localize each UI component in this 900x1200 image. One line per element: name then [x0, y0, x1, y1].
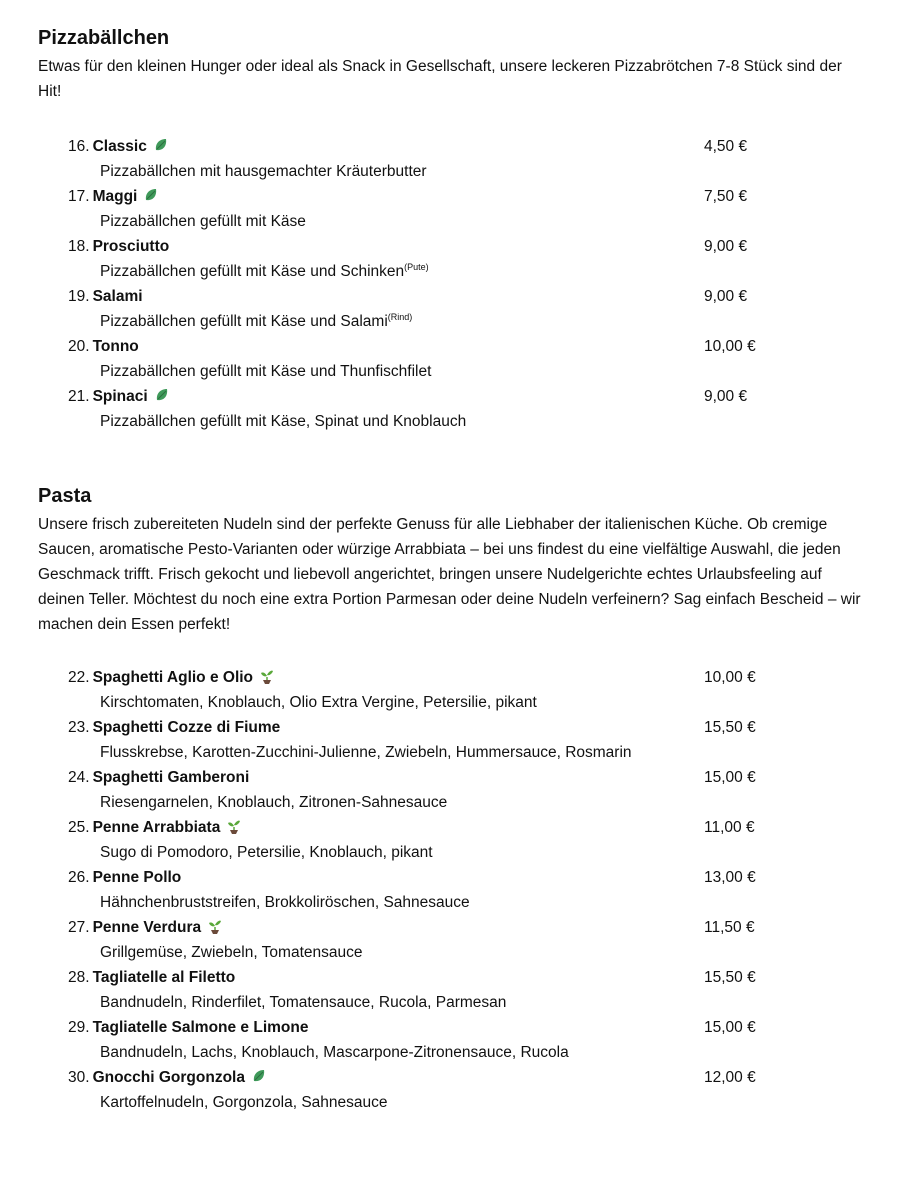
- item-name: Prosciutto: [92, 238, 170, 255]
- item-price: 13,00 €: [704, 869, 756, 886]
- section-pasta: [38, 482, 868, 1115]
- item-description: [68, 990, 868, 1015]
- item-price: 9,00 €: [704, 288, 748, 305]
- vegetarian-leaf-icon: [153, 136, 169, 152]
- item-price: 12,00 €: [704, 1069, 756, 1086]
- item-number: 23.: [68, 719, 90, 736]
- menu-item-header: [68, 134, 868, 159]
- item-description-text: Sugo di Pomodoro, Petersilie, Knoblauch, pikant: [100, 844, 433, 861]
- menu-item-header: [68, 815, 868, 840]
- item-name: Tonno: [92, 338, 139, 355]
- menu-item-header: [68, 1065, 868, 1090]
- item-description-text: Pizzabällchen gefüllt mit Käse und Schinken: [100, 263, 405, 280]
- vegetarian-leaf-icon: [251, 1067, 267, 1083]
- menu-item-header: [68, 384, 868, 409]
- item-description-text: Pizzabällchen gefüllt mit Käse: [100, 213, 306, 230]
- item-price: 15,50 €: [704, 969, 756, 986]
- vegetarian-leaf-icon: [154, 386, 170, 402]
- menu-item-header: [68, 865, 868, 890]
- item-description: [68, 890, 868, 915]
- vegan-sprout-icon: [259, 667, 275, 683]
- item-number: 26.: [68, 869, 90, 886]
- item-description: [68, 740, 868, 765]
- item-description-text: Pizzabällchen gefüllt mit Käse und Salami: [100, 313, 388, 330]
- menu-item-header: [68, 915, 868, 940]
- menu-item-header: [68, 184, 868, 209]
- item-name: Penne Pollo: [92, 869, 182, 886]
- vegan-sprout-icon: [207, 917, 223, 933]
- section-pizzaballchen: [38, 24, 868, 434]
- menu-item-header: [68, 234, 868, 259]
- item-price: 10,00 €: [704, 338, 756, 355]
- item-name: Maggi: [92, 188, 138, 205]
- section-title: Pizzabällchen: [38, 27, 170, 49]
- item-name: Spaghetti Gamberoni: [92, 769, 250, 786]
- item-name: Salami: [92, 288, 143, 305]
- item-description-text: Riesengarnelen, Knoblauch, Zitronen-Sahnesauce: [100, 794, 448, 811]
- item-description-text: Kartoffelnudeln, Gorgonzola, Sahnesauce: [100, 1094, 388, 1111]
- item-description: [68, 790, 868, 815]
- item-price: 15,50 €: [704, 719, 756, 736]
- item-name: Spaghetti Aglio e Olio: [92, 669, 254, 686]
- menu-item: [68, 284, 868, 334]
- item-description-text: Hähnchenbruststreifen, Brokkoliröschen, Sahnesauce: [100, 894, 470, 911]
- item-name: Penne Arrabbiata: [92, 819, 221, 836]
- menu-item-header: [68, 715, 868, 740]
- item-price: 11,50 €: [704, 919, 755, 936]
- menu-item-header: [68, 334, 868, 359]
- menu-item-header: [68, 765, 868, 790]
- section-title: Pasta: [38, 485, 92, 507]
- menu-item: [68, 665, 868, 715]
- item-description: [68, 409, 868, 434]
- menu-item: [68, 765, 868, 815]
- item-name: Spaghetti Cozze di Fiume: [92, 719, 281, 736]
- section-intro: Etwas für den kleinen Hunger oder ideal als Snack in Gesellschaft, unsere leckeren Pizzabrötchen 7-8 Stück sind der Hit!: [38, 58, 842, 100]
- item-number: 21.: [68, 388, 90, 405]
- item-description-text: Flusskrebse, Karotten-Zucchini-Julienne, Zwiebeln, Hummersauce, Rosmarin: [100, 744, 632, 761]
- item-price: 4,50 €: [704, 138, 748, 155]
- item-description: [68, 690, 868, 715]
- item-description: [68, 940, 868, 965]
- item-description: [68, 209, 868, 234]
- item-number: 29.: [68, 1019, 90, 1036]
- item-price: 15,00 €: [704, 1019, 756, 1036]
- menu-item-list: [68, 665, 868, 1115]
- item-description-note: (Rind): [387, 312, 413, 322]
- menu-item: [68, 334, 868, 384]
- item-name: Classic: [92, 138, 147, 155]
- item-name: Tagliatelle Salmone e Limone: [92, 1019, 309, 1036]
- item-number: 24.: [68, 769, 90, 786]
- item-description-text: Kirschtomaten, Knoblauch, Olio Extra Vergine, Petersilie, pikant: [100, 694, 537, 711]
- item-description-text: Pizzabällchen gefüllt mit Käse, Spinat und Knoblauch: [100, 413, 467, 430]
- item-price: 15,00 €: [704, 769, 756, 786]
- item-number: 28.: [68, 969, 90, 986]
- item-description: [68, 359, 868, 384]
- menu-item: [68, 134, 868, 184]
- item-number: 20.: [68, 338, 90, 355]
- menu-item: [68, 815, 868, 865]
- item-price: 7,50 €: [704, 188, 748, 205]
- menu-item-header: [68, 284, 868, 309]
- menu-item: [68, 1015, 868, 1065]
- item-description: [68, 159, 868, 184]
- menu-item: [68, 234, 868, 284]
- item-number: 16.: [68, 138, 90, 155]
- menu-item: [68, 915, 868, 965]
- menu-item-header: [68, 665, 868, 690]
- menu-item: [68, 865, 868, 915]
- item-price: 11,00 €: [704, 819, 755, 836]
- item-description: [68, 1090, 868, 1115]
- item-name: Spinaci: [92, 388, 148, 405]
- item-description: [68, 840, 868, 865]
- item-description: [68, 309, 868, 334]
- menu-item: [68, 965, 868, 1015]
- item-number: 17.: [68, 188, 90, 205]
- menu-item: [68, 184, 868, 234]
- item-name: Penne Verdura: [92, 919, 202, 936]
- menu-item-header: [68, 965, 868, 990]
- item-description-text: Bandnudeln, Lachs, Knoblauch, Mascarpone-Zitronensauce, Rucola: [100, 1044, 569, 1061]
- item-price: 9,00 €: [704, 238, 748, 255]
- item-name: Gnocchi Gorgonzola: [92, 1069, 245, 1086]
- item-number: 19.: [68, 288, 90, 305]
- item-description: [68, 1040, 868, 1065]
- menu-item: [68, 1065, 868, 1115]
- item-description: [68, 259, 868, 284]
- item-price: 9,00 €: [704, 388, 748, 405]
- item-description-text: Pizzabällchen gefüllt mit Käse und Thunfischfilet: [100, 363, 432, 380]
- item-number: 30.: [68, 1069, 90, 1086]
- item-number: 18.: [68, 238, 90, 255]
- vegetarian-leaf-icon: [143, 186, 159, 202]
- section-intro: Unsere frisch zubereiteten Nudeln sind der perfekte Genuss für alle Liebhaber der italienischen Küche. Ob cremige Saucen, aromatische Pesto-Varianten oder würzige Arrabbiata – bei uns findest du eine vielfältige Auswahl, die jeden Geschmack trifft. Frisch gekocht und liebevoll angerichtet, bringen unsere Nudelgerichte echtes Urlaubsfeeling auf deinen Teller. Möchtest du noch eine extra Portion Parmesan oder deine Nudeln verfeinern? Sag einfach Bescheid – wir machen dein Essen perfekt!: [38, 516, 861, 633]
- menu-item-header: [68, 1015, 868, 1040]
- item-description-text: Bandnudeln, Rinderfilet, Tomatensauce, Rucola, Parmesan: [100, 994, 507, 1011]
- item-name: Tagliatelle al Filetto: [92, 969, 236, 986]
- menu-item: [68, 384, 868, 434]
- item-price: 10,00 €: [704, 669, 756, 686]
- item-number: 25.: [68, 819, 90, 836]
- vegan-sprout-icon: [226, 817, 242, 833]
- item-description-note: (Pute): [404, 262, 429, 272]
- item-number: 27.: [68, 919, 90, 936]
- item-description-text: Grillgemüse, Zwiebeln, Tomatensauce: [100, 944, 363, 961]
- menu-item: [68, 715, 868, 765]
- item-description-text: Pizzabällchen mit hausgemachter Kräuterbutter: [100, 163, 427, 180]
- item-number: 22.: [68, 669, 90, 686]
- menu-item-list: [68, 134, 868, 434]
